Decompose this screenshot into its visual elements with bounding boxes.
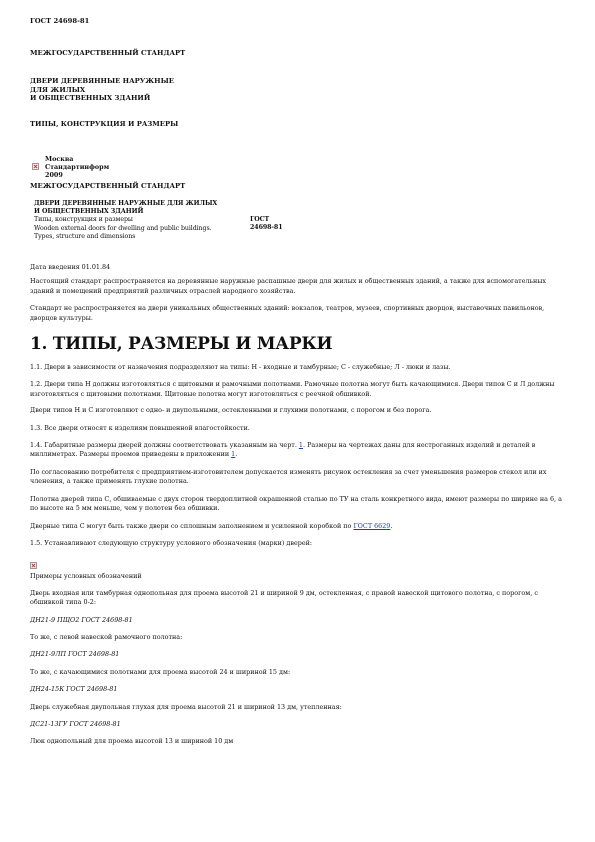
tb-line4: Wooden external doors for dwelling and public buildings. bbox=[34, 224, 212, 232]
doc-title-line1: ДВЕРИ ДЕРЕВЯННЫЕ НАРУЖНЫЕ bbox=[30, 77, 174, 85]
tb-gost-number: 24698-81 bbox=[250, 224, 283, 232]
para-1-3: 1.3. Все двери относят к изделиям повышенной влагостойкости. bbox=[30, 423, 250, 432]
example-2-text: То же, с левой навеской рамочного полотна: bbox=[30, 632, 183, 641]
example-5-text: Люк однопольный для проема высотой 13 и шириной 10 дм bbox=[30, 737, 234, 746]
structure-image bbox=[30, 555, 568, 565]
tb-line2: И ОБЩЕСТВЕННЫХ ЗДАНИЙ bbox=[34, 208, 144, 216]
examples-title: Примеры условных обозначений bbox=[30, 572, 142, 581]
para-1-2b: Двери типов Н и С изготовляют с одно- и двупольными, остекленными и глухими полотнами, с порогом и без порога. bbox=[30, 406, 432, 415]
title-block-left bbox=[34, 200, 254, 241]
intro-paragraph-1: Настоящий стандарт распространяется на деревянные наружные распашные двери для жилых и общественных зданий, а также для вспомогательных зданий и помещений предприятий различных отраслей народного хозяйства. bbox=[30, 277, 546, 295]
para-1-4d bbox=[30, 522, 568, 531]
para-1-4d-text-b: . bbox=[390, 521, 393, 530]
para-1-4-text-a: 1.4. Габаритные размеры дверей должны соответствовать указанным на черт. bbox=[30, 441, 297, 450]
para-1-4-text-c: . bbox=[235, 450, 238, 459]
interstate-label-2: МЕЖГОСУДАРСТВЕННЫЙ СТАНДАРТ bbox=[30, 182, 186, 190]
para-1-4-text-b: . Размеры на чертежах даны для нестроганных изделий и деталей в миллиметрах. Размеры проемов приведены в приложении bbox=[30, 441, 536, 459]
tb-line3: Типы, конструкция и размеры bbox=[34, 216, 133, 224]
publisher-city: Москва bbox=[45, 155, 74, 163]
broken-image-icon bbox=[30, 562, 37, 569]
title-block-right bbox=[250, 216, 282, 232]
intro-paragraph-2: Стандарт не распространяется на двери уникальных общественных зданий: вокзалов, театров, музеев, спортивных дворцов, выставочных павильонов, дворцов культуры. bbox=[30, 304, 545, 322]
broken-image-icon bbox=[32, 163, 39, 170]
example-1-text: Дверь входная или тамбурная однопольная для проема высотой 21 и шириной 9 дм, остекленная, с правой навеской щитового полотна, с порогом, с обшивкой типа 0-2: bbox=[30, 588, 538, 607]
tb-line5: Types, structure and dimensions bbox=[34, 232, 136, 240]
section-heading: 1. ТИПЫ, РАЗМЕРЫ И МАРКИ bbox=[30, 334, 333, 355]
para-1-4b: По согласованию потребителя с предприятием-изготовителем допускается изменять рисунок остекления за счет уменьшения размеров стекол или их членения, а также применять глухие полотна. bbox=[30, 467, 547, 486]
example-3-mark: ДН24-15К ГОСТ 24698-81 bbox=[30, 685, 118, 694]
doc-title-line3: И ОБЩЕСТВЕННЫХ ЗДАНИЙ bbox=[30, 94, 151, 102]
para-1-5: 1.5. Устанавливают следующую структуру условного обозначения (марки) дверей: bbox=[30, 538, 313, 547]
example-4-mark: ДС21-13ГУ ГОСТ 24698-81 bbox=[30, 719, 121, 728]
main-content bbox=[30, 263, 568, 747]
interstate-label: МЕЖГОСУДАРСТВЕННЫЙ СТАНДАРТ bbox=[30, 49, 186, 57]
para-1-2: 1.2. Двери типа Н должны изготовляться с щитовыми и рамочными полотнами. Рамочные полотна могут быть качающимися. Двери типов С и Л должны изготовляться с щитовыми полотнами. Щитовые полотна могут изготовляться с реечной обшивкой. bbox=[30, 380, 555, 398]
publisher-year: 2009 bbox=[45, 171, 63, 180]
gost-6629-link[interactable]: ГОСТ 6629 bbox=[353, 521, 391, 530]
example-2-mark: ДН21-9ЛП ГОСТ 24698-81 bbox=[30, 650, 120, 659]
doc-title-line2: ДЛЯ ЖИЛЫХ bbox=[30, 85, 86, 94]
publisher-name: Стандартинформ bbox=[45, 163, 110, 172]
example-3-text: То же, с качающимися полотнами для проема высотой 24 и шириной 15 дм: bbox=[30, 667, 291, 676]
doc-title bbox=[30, 77, 174, 103]
tb-line1: ДВЕРИ ДЕРЕВЯННЫЕ НАРУЖНЫЕ ДЛЯ ЖИЛЫХ bbox=[34, 200, 218, 207]
intro-date: Дата введения 01.01.84 bbox=[30, 263, 111, 271]
appendix-1-link[interactable]: 1 bbox=[231, 450, 236, 459]
example-1-mark: ДН21-9 ПЩО2 ГОСТ 24698-81 bbox=[30, 615, 133, 624]
para-1-4d-text-a: Дверные типа С могут быть также двери со сплошным заполнением и усиленной коробкой по bbox=[30, 521, 352, 530]
gost-code: ГОСТ 24698-81 bbox=[30, 17, 90, 25]
para-1-1: 1.1. Двери в зависимости от назначения подразделяют на типы: Н - входные и тамбурные; С - служебные; Л - люки и лазы. bbox=[30, 363, 451, 372]
tb-gost-label: ГОСТ bbox=[250, 216, 270, 223]
publisher-block bbox=[34, 155, 109, 180]
para-1-4c: Полотна дверей типа С, обшиваемые с двух сторон твердоплитной окрашенной сталью по ТУ на сталь конкретного вида, имеют размеры по ширине на 6, а по высоте на 5 мм меньше, чем у полотен без обшивки. bbox=[30, 494, 562, 513]
example-4-text: Дверь служебная двупольная глухая для проема высотой 21 и шириной 13 дм, утепленная: bbox=[30, 702, 342, 711]
drawing-1-link[interactable]: 1 bbox=[298, 441, 303, 450]
para-1-4 bbox=[30, 441, 568, 460]
doc-subtitle: ТИПЫ, КОНСТРУКЦИЯ И РАЗМЕРЫ bbox=[30, 120, 179, 128]
